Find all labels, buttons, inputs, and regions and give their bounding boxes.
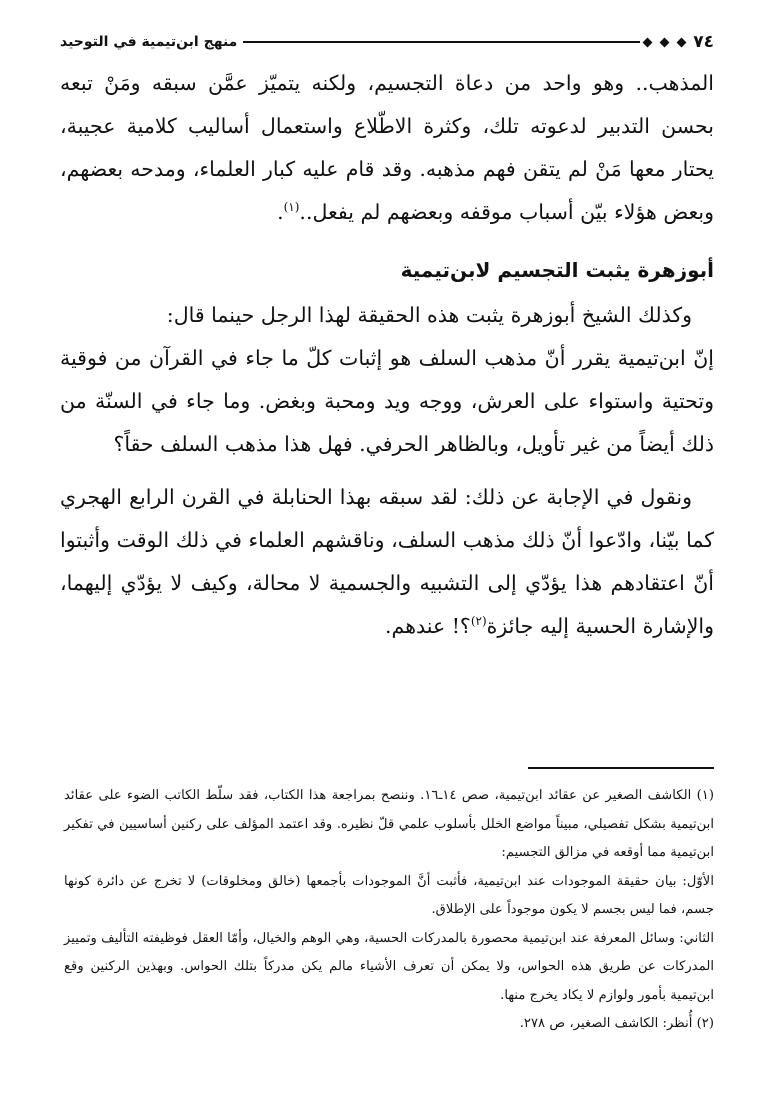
footnote-1-point-1: الأوّل: بيان حقيقة الموجودات عند ابن‌تيمية، فأثبت أنَّ الموجودات بأجمعها (خالق ومخلوقات) لا تخرج عن دائرة كونها جسم، فما ليس بجسم لا يكون موجوداً على الإطلاق. [64,873,714,917]
diamond-icon [643,37,653,47]
paragraph [60,62,714,234]
footnote-1: (١) الكاشف الصغير عن عقائد ابن‌تيمية، صص ١٤ـ١٦. وننصح بمراجعة هذا الكتاب، فقد سلّط الكاتب الضوء على عقائد ابن‌تيمية بشكل تفصيلي، مبيناً مواضع الخلل بأسلوب علمي قلّ نظيره. وقد اعتمد المؤلف على ركنين أساسيين في تفكير ابن‌تيمية مما أوقعه في مزالق التجسيم: [64,788,714,860]
paragraph-text: المذهب.. وهو واحد من دعاة التجسيم، ولكنه يتميّز عمَّن سبقه ومَنْ تبعه بحسن التدبير لدعوته تلك، وكثرة الاطّلاع واستعمال أساليب كلامية عجيبة، يحتار معها مَنْ لم يتقن فهم مذهبه. وقد قام عليه كبار العلماء، ومدحه بعضهم، وبعض هؤلاء بيّن أسباب موقفه وبعضهم لم يفعل.. [60,71,714,224]
page-header [60,30,714,54]
main-text [60,62,714,648]
section-heading: أبوزهرة يثبت التجسيم لابن‌تيمية [400,258,714,282]
paragraph [60,476,714,648]
paragraph-end: ؟! عندهم. [385,614,471,638]
header-ornament [644,39,685,46]
paragraph: وكذلك الشيخ أبوزهرة يثبت هذه الحقيقة لهذا الرجل حينما قال: [166,303,692,327]
quote-paragraph: إنّ ابن‌تيمية يقرر أنّ مذهب السلف هو إثبات كلّ ما جاء في القرآن من فوقية وتحتية واستواء على العرش، ووجه ويد ومحبة وبغض. وما جاء في السنّة من ذلك أيضاً من غير تأويل، وبالظاهر الحرفي. فهل هذا مذهب السلف حقاً؟ [60,346,714,456]
diamond-icon [677,37,687,47]
page-number: ٧٤ [693,32,714,52]
footnote-2: (٢) أُنظر: الكاشف الصغير، ص ٢٧٨. [519,1016,714,1031]
book-title: منهج ابن‌تيمية في التوحيد [60,34,238,50]
paragraph-text: ونقول في الإجابة عن ذلك: لقد سبقه بهذا الحنابلة في القرن الرابع الهجري كما بيّنا، وادّعوا أنّ ذلك مذهب السلف، وناقشهم العلماء في ذلك الوقت وأثبتوا أنّ اعتقادهم هذا يؤدّي إلى التشبيه والجسمية لا محالة، وكيف لا يؤدّي إليهما، والإشارة الحسية إليه جائزة [60,485,714,638]
footnotes [64,782,714,1039]
paragraph-end: . [277,200,284,224]
footnote-marker: (١) [283,200,300,215]
footnote-separator [528,767,714,769]
header-rule [243,41,640,43]
footnote-marker: (٢) [470,614,487,629]
footnote-1-point-2: الثاني: وسائل المعرفة عند ابن‌تيمية محصورة بالمدركات الحسية، وهي الوهم والخيال، وأمّا العقل فوظيفته التأليف وتمييز المدركات عن طريق هذه الحواس، ولا يمكن أن تعرف الأشياء مالم يكن مدركاً بتلك الحواس. وبهذين الركنين وقع ابن‌تيمية بأمور ولوازم لا يكاد يخرج منها. [64,930,714,1003]
diamond-icon [660,37,670,47]
